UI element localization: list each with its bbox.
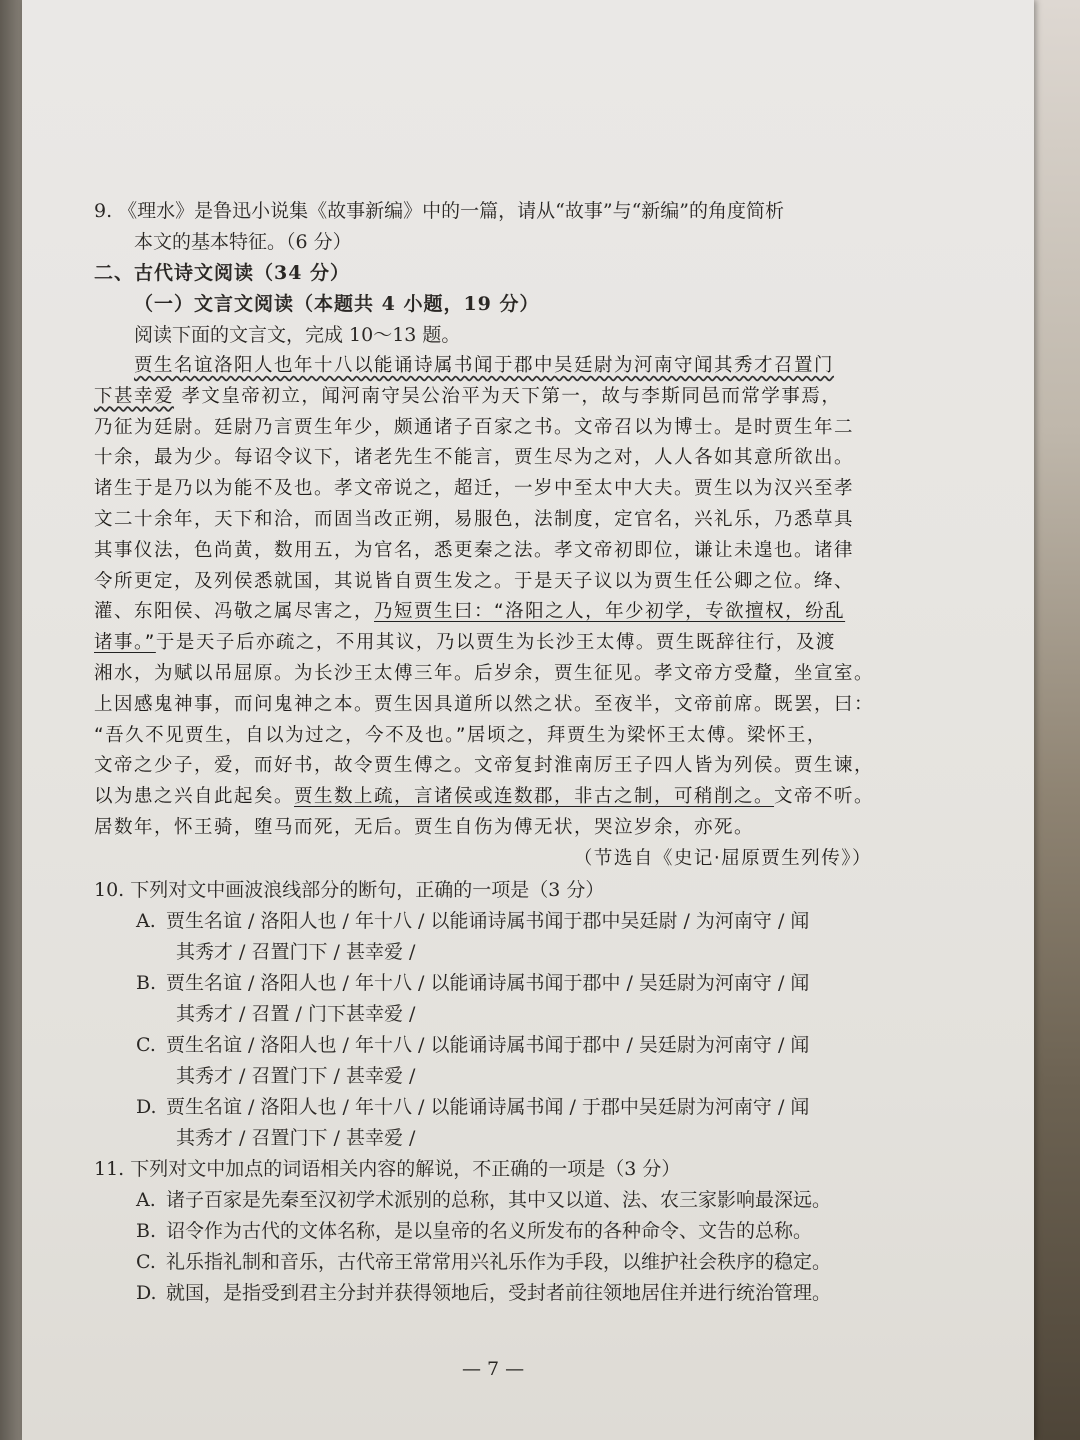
underlined-text: 诸事。” bbox=[94, 632, 156, 654]
passage-line: 居数年，怀王骑，堕马而死，无后。贾生自伤为傅无状，哭泣岁余，亦死。 bbox=[94, 816, 755, 838]
wavy-underlined-text: 下甚幸爱 bbox=[94, 385, 175, 407]
option-label: D. bbox=[136, 1281, 157, 1304]
option-text-cont: 其秀才 / 召置门下 / 甚幸爱 / bbox=[176, 940, 416, 963]
passage-text: 灌、东阳侯、冯敬之属尽害之， bbox=[94, 601, 375, 623]
passage-line bbox=[94, 351, 884, 382]
section-heading: 二、古代诗文阅读（34 分） bbox=[94, 262, 351, 284]
passage-line bbox=[94, 782, 884, 813]
option-text: 贾生名谊 / 洛阳人也 / 年十八 / 以能诵诗属书闻于郡中 / 吴廷尉为河南守 / 闻 bbox=[166, 1033, 810, 1056]
question-11-option-c bbox=[94, 1247, 884, 1278]
passage-line: 文帝之少子，爱，而好书，故令贾生傅之。文帝复封淮南厉王子四人皆为列侯。贾生谏， bbox=[94, 755, 875, 777]
passage-line: 乃征为廷尉。廷尉乃言贾生年少，颇通诸子百家之书。文帝召以为博士。是时贾生年二 bbox=[94, 416, 855, 438]
option-text-cont: 其秀才 / 召置门下 / 甚幸爱 / bbox=[176, 1126, 416, 1149]
underlined-text: 贾生数上疏，言诸侯或连数郡，非古之制，可稍削之。 bbox=[294, 786, 775, 808]
question-10-stem: 10. 下列对文中画波浪线部分的断句，正确的一项是（3 分） bbox=[94, 878, 605, 901]
option-label: B. bbox=[136, 1219, 157, 1242]
question-11-option-a bbox=[94, 1185, 884, 1216]
question-10-option-d bbox=[94, 1092, 884, 1154]
question-11-option-d bbox=[94, 1278, 884, 1309]
passage-line: 其事仪法，色尚黄，数用五，为官名，悉更秦之法。孝文帝初即位，谦让未遑也。诸律 bbox=[94, 539, 855, 561]
option-label: A. bbox=[136, 909, 156, 932]
question-10-option-c bbox=[94, 1030, 884, 1092]
passage-line: 上因感鬼神事，而问鬼神之本。贾生因具道所以然之状。至夜半，文帝前席。既罢，曰： bbox=[94, 693, 875, 715]
passage-line bbox=[94, 628, 884, 659]
option-label: C. bbox=[136, 1033, 156, 1056]
wavy-underlined-text: 贾生名谊洛阳人也年十八以能诵诗属书闻于郡中吴廷尉为河南守闻其秀才召置门 bbox=[134, 355, 835, 376]
option-text: 贾生名谊 / 洛阳人也 / 年十八 / 以能诵诗属书闻 / 于郡中吴廷尉为河南守 / 闻 bbox=[166, 1095, 810, 1118]
passage-line bbox=[94, 597, 884, 628]
passage-text: 于是天子后亦疏之，不用其议，乃以贾生为长沙王太傅。贾生既辞往行，及渡 bbox=[155, 632, 836, 654]
question-9-stem-cont: 本文的基本特征。（6 分） bbox=[134, 231, 352, 253]
question-10-option-b bbox=[94, 968, 884, 1030]
passage-line: 诸生于是乃以为能不及也。孝文帝说之，超迁，一岁中至太中大夫。贾生以为汉兴至孝 bbox=[94, 478, 855, 500]
underlined-text: 乃短贾生曰：“洛阳之人，年少初学，专欲擅权，纷乱 bbox=[374, 601, 846, 623]
question-11-option-b bbox=[94, 1216, 884, 1247]
option-label: C. bbox=[136, 1250, 156, 1273]
question-9-stem: 9. 《理水》是鲁迅小说集《故事新编》中的一篇，请从“故事”与“新编”的角度简析 bbox=[94, 200, 785, 222]
option-text-cont: 其秀才 / 召置 / 门下甚幸爱 / bbox=[176, 1002, 416, 1025]
exam-page bbox=[22, 0, 1034, 1440]
option-label: D. bbox=[136, 1095, 157, 1118]
option-label: A. bbox=[136, 1188, 156, 1211]
passage-text: 孝文皇帝初立，闻河南守吴公治平为天下第一，故与李斯同邑而常学事焉， bbox=[174, 385, 842, 407]
question-10 bbox=[94, 875, 884, 1154]
page-content bbox=[94, 196, 884, 1309]
option-text: 贾生名谊 / 洛阳人也 / 年十八 / 以能诵诗属书闻于郡中吴廷尉 / 为河南守 / 闻 bbox=[166, 909, 810, 932]
passage-source: （节选自《史记·屈原贾生列传》） bbox=[573, 847, 872, 869]
passage-line: “吾久不见贾生，自以为过之，今不及也。”居顷之，拜贾生为梁怀王太傅。梁怀王， bbox=[94, 724, 827, 746]
passage-text: 以为患之兴自此起矣。 bbox=[94, 786, 295, 808]
option-label: B. bbox=[136, 971, 157, 994]
passage-line: 湘水，为赋以吊屈原。为长沙王太傅三年。后岁余，贾生征见。孝文帝方受釐，坐宣室。 bbox=[94, 662, 875, 684]
option-text: 礼乐指礼制和音乐，古代帝王常常用兴礼乐作为手段，以维护社会秩序的稳定。 bbox=[166, 1250, 832, 1273]
option-text: 诏令作为古代的文体名称，是以皇帝的名义所发布的各种命令、文告的总称。 bbox=[166, 1219, 813, 1242]
option-text: 就国，是指受到君主分封并获得领地后，受封者前往领地居住并进行统治管理。 bbox=[166, 1281, 832, 1304]
passage-line bbox=[94, 382, 884, 413]
reading-instruction: 阅读下面的文言文，完成 10～13 题。 bbox=[134, 324, 461, 346]
option-text: 诸子百家是先秦至汉初学术派别的总称，其中又以道、法、农三家影响最深远。 bbox=[166, 1188, 832, 1211]
subsection-heading: （一）文言文阅读（本题共 4 小题，19 分） bbox=[134, 293, 540, 315]
question-11 bbox=[94, 1154, 884, 1309]
passage-text: 文帝不听。 bbox=[774, 786, 875, 808]
classical-passage bbox=[94, 351, 884, 875]
page-number: — 7 — bbox=[462, 1358, 525, 1380]
passage-line: 令所更定，及列侯悉就国，其说皆自贾生发之。于是天子议以为贾生任公卿之位。绛、 bbox=[94, 570, 855, 592]
question-11-stem: 11. 下列对文中加点的词语相关内容的解说，不正确的一项是（3 分） bbox=[94, 1157, 681, 1180]
passage-line: 十余，最为少。每诏令议下，诸老先生不能言，贾生尽为之对，人人各如其意所欲出。 bbox=[94, 447, 855, 469]
question-10-option-a bbox=[94, 906, 884, 968]
passage-line: 文二十余年，天下和洽，而固当改正朔，易服色，法制度，定官名，兴礼乐，乃悉草具 bbox=[94, 508, 855, 530]
question-9 bbox=[94, 196, 884, 258]
option-text: 贾生名谊 / 洛阳人也 / 年十八 / 以能诵诗属书闻于郡中 / 吴廷尉为河南守 / 闻 bbox=[166, 971, 810, 994]
option-text-cont: 其秀才 / 召置门下 / 甚幸爱 / bbox=[176, 1064, 416, 1087]
